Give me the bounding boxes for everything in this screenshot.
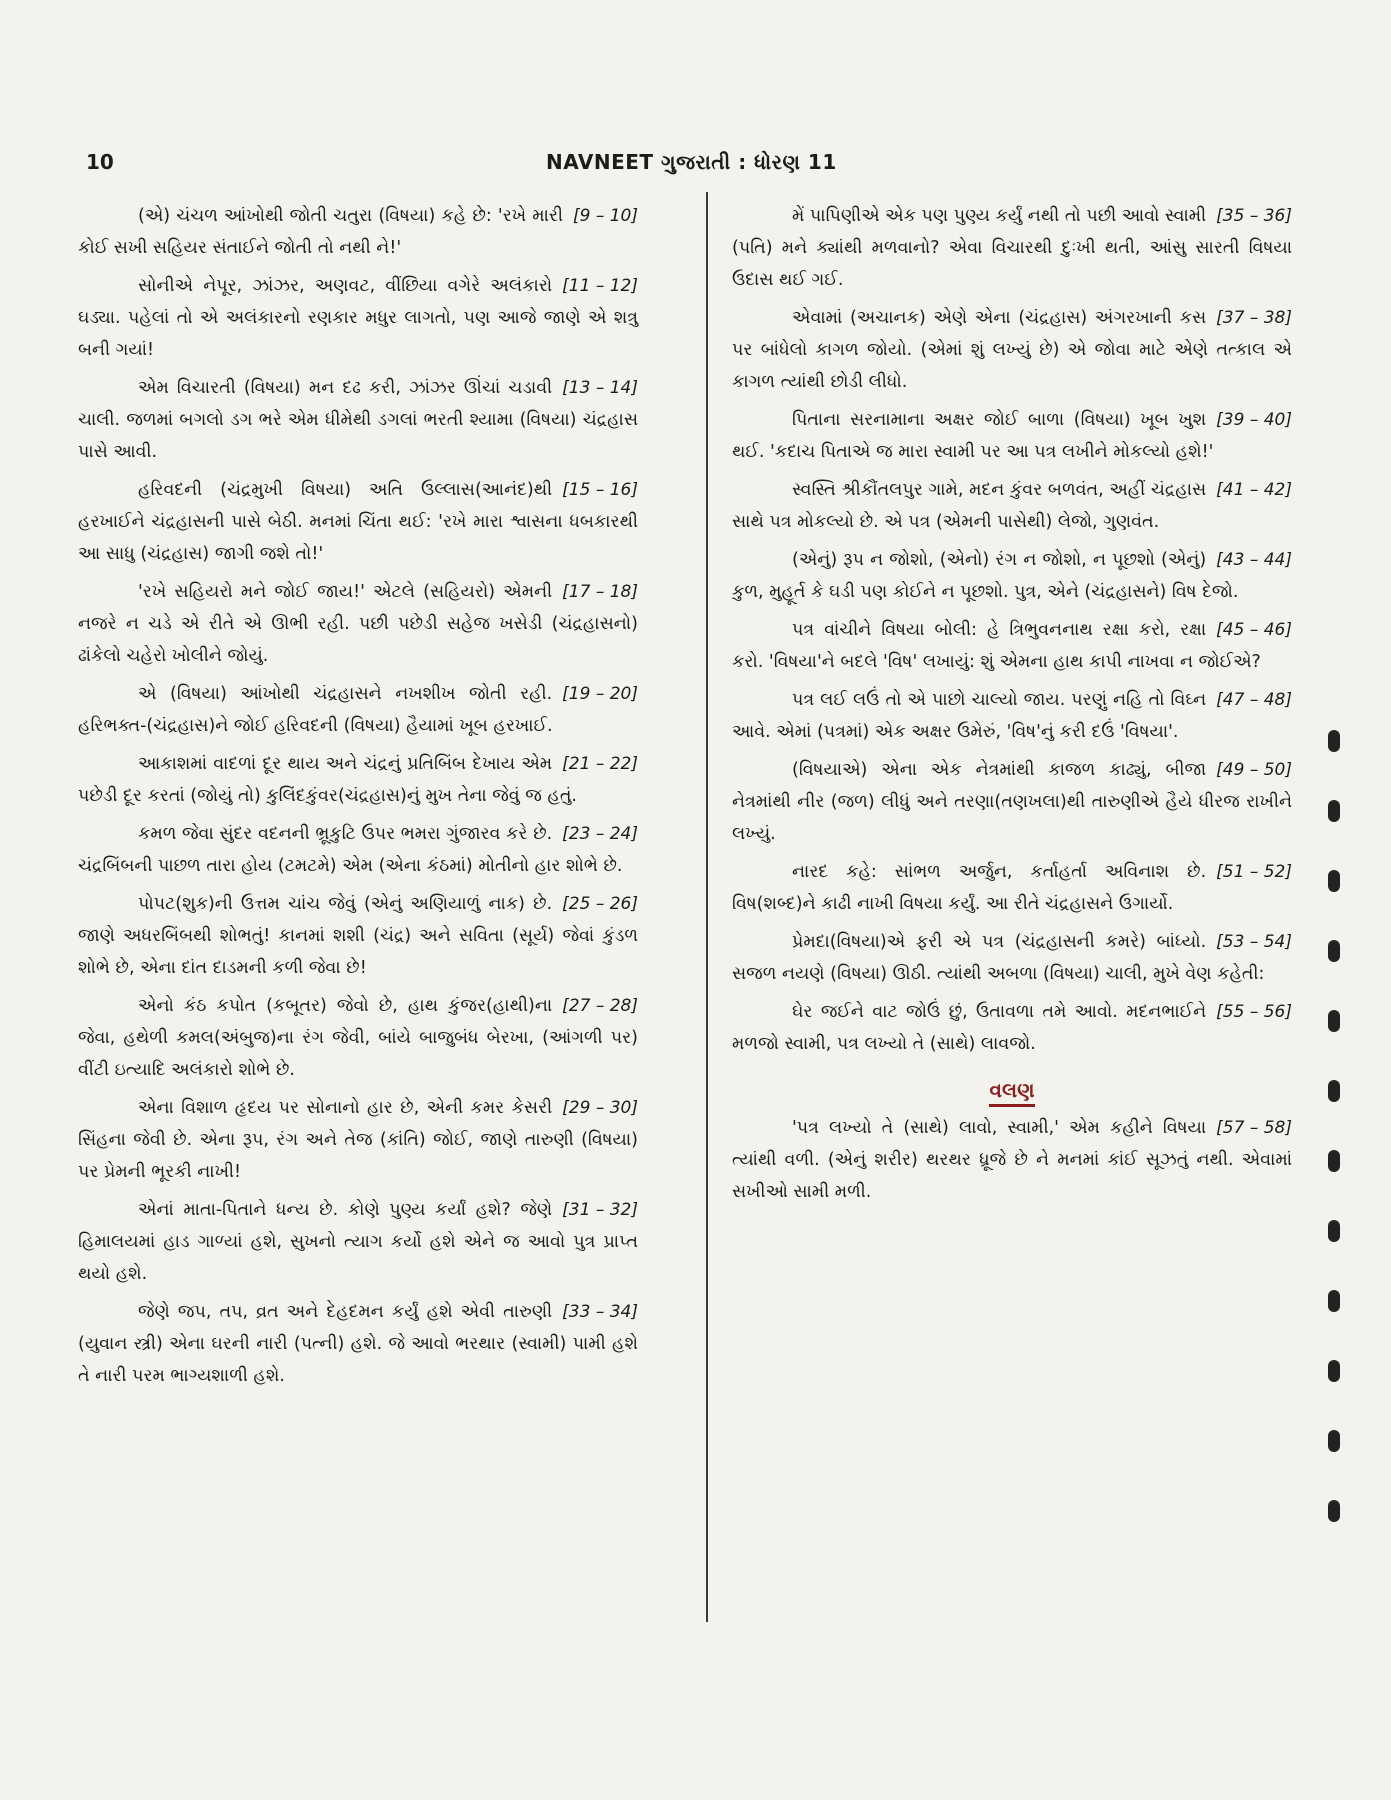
verse-text: એનો કંઠ કપોત (કબૂતર) જેવો છે, હાથ કુંજર(હાથી)ના જેવા, હથેળી કમલ(અંબુજ)ના રંગ જેવી, બાંયે બાજુબંધ બેરખા, (આંગળી પર) વીંટી ઇત્યાદિ અલંકારો શોભે છે. (78, 996, 638, 1080)
binding-hole (1328, 1430, 1340, 1452)
verse-number: [9 – 10] (572, 206, 638, 226)
verse-paragraph (732, 302, 1292, 398)
binding-hole (1328, 1500, 1340, 1522)
binding-hole (1328, 1080, 1340, 1102)
verse-paragraph (732, 614, 1292, 678)
verse-text: (એનું) રૂપ ન જોશો, (એનો) રંગ ન જોશો, ન પૂછશો (એનું) કુળ, મુહૂર્ત કે ઘડી પણ કોઈને ન પૂછશો. પુત્ર, એને (ચંદ્રહાસને) વિષ દેજો. (732, 550, 1239, 602)
verse-text: મેં પાપિણીએ એક પણ પુણ્ય કર્યું નથી તો પછી આવો સ્વામી (પતિ) મને ક્યાંથી મળવાનો? એવા વિચારથી દુઃખી થતી, આંસુ સારતી વિષયા ઉદાસ થઈ ગઈ. (732, 206, 1292, 290)
verse-text: પોપટ(શુક)ની ઉત્તમ ચાંચ જેવું (એનું અણિયાળું નાક) છે. જાણે અધરબિંબથી શોભતું! કાનમાં શશી (ચંદ્ર) અને સવિતા (સૂર્ય) જેવાં કુંડળ શોભે છે, એના દાંત દાડમની કળી જેવા છે! (78, 894, 638, 978)
verse-paragraph (78, 474, 638, 570)
binding-hole (1328, 1220, 1340, 1242)
verse-text: સ્વસ્તિ શ્રીકૌંતલપુર ગામે, મદન કુંવર બળવંત, અહીં ચંદ્રહાસ સાથે પત્ર મોકલ્યો છે. એ પત્ર (એમની પાસેથી) લેજો, ગુણવંત. (732, 480, 1207, 532)
verse-paragraph (732, 996, 1292, 1060)
column-divider (706, 192, 708, 1622)
binding-holes (1328, 730, 1348, 1570)
verse-text: પ્રેમદા(વિષયા)એ ફરી એ પત્ર (ચંદ્રહાસની કમરે) બાંધ્યો. સજળ નયણે (વિષયા) ઊઠી. ત્યાંથી અબળા (વિષયા) ચાલી, મુખે વેણ કહેતી: (732, 932, 1265, 984)
verse-number: [33 – 34] (562, 1302, 638, 1322)
verse-paragraph (78, 200, 638, 264)
binding-hole (1328, 800, 1340, 822)
verse-number: [17 – 18] (562, 582, 638, 602)
verse-paragraph (78, 748, 638, 812)
verse-text: આકાશમાં વાદળાં દૂર થાય અને ચંદ્રનું પ્રતિબિંબ દેખાય એમ પછેડી દૂર કરતાં (જોયું તો) કુલિંદકુંવર(ચંદ્રહાસ)નું મુખ તેના જેવું જ હતું. (78, 754, 577, 806)
section-heading-valan: વલણ (732, 1078, 1292, 1102)
verse-text: એનાં માતા-પિતાને ધન્ય છે. કોણે પુણ્ય કર્યાં હશે? જેણે હિમાલયમાં હાડ ગાળ્યાં હશે, સુખનો ત્યાગ કર્યો હશે એને જ આવો પુત્ર પ્રાપ્ત થયો હશે. (78, 1200, 638, 1284)
verse-paragraph (732, 926, 1292, 990)
verse-number: [11 – 12] (562, 276, 638, 296)
verse-paragraph (78, 818, 638, 882)
verse-text: પત્ર લઈ લઉં તો એ પાછો ચાલ્યો જાય. પરણું નહિ તો વિઘ્ન આવે. એમાં (પત્રમાં) એક અક્ષર ઉમેરું, 'વિષ'નું કરી દઉં 'વિષયા'. (732, 690, 1207, 742)
verse-number: [43 – 44] (1216, 550, 1292, 570)
verse-text: કમળ જેવા સુંદર વદનની ભ્રૂકુટિ ઉપર ભમરા ગુંજારવ કરે છે. ચંદ્રબિંબની પાછળ તારા હોય (ટમટમે) એમ (એના કંઠમાં) મોતીનો હાર શોભે છે. (78, 824, 623, 876)
verse-text: સોનીએ નેપૂર, ઝાંઝર, અણવટ, વીંછિયા વગેરે અલંકારો ઘડ્યા. પહેલાં તો એ અલંકારનો રણકાર મધુર લાગતો, પણ આજે જાણે એ શત્રુ બની ગયાં! (78, 276, 638, 360)
verse-text: નારદ કહે: સાંભળ અર્જુન, કર્તાહર્તા અવિનાશ છે. વિષ(શબ્દ)ને કાઢી નાખી વિષયા કર્યું. આ રીતે ચંદ્રહાસને ઉગાર્યો. (732, 862, 1207, 914)
verse-number: [45 – 46] (1216, 620, 1292, 640)
textbook-page (70, 130, 1320, 1690)
binding-hole (1328, 870, 1340, 892)
binding-hole (1328, 1010, 1340, 1032)
verse-text: ઘેર જઈને વાટ જોઉં છું, ઉતાવળા તમે આવો. મદનભાઈને મળજો સ્વામી, પત્ર લખ્યો તે (સાથે) લાવજો. (732, 1002, 1207, 1054)
verse-paragraph (732, 200, 1292, 296)
verse-text: એવામાં (અચાનક) એણે એના (ચંદ્રહાસ) અંગરખાની કસ પર બાંધેલો કાગળ જોયો. (એમાં શું લખ્યું છે) એ જોવા માટે એણે તત્કાલ એ કાગળ ત્યાંથી છોડી લીધો. (732, 308, 1292, 392)
verse-text: (વિષયાએ) એના એક નેત્રમાંથી કાજળ કાઢ્યું, બીજા નેત્રમાંથી નીર (જળ) લીધું અને તરણા(તણખલા)થી તારુણીએ હૈયે ધીરજ રાખીને લખ્યું. (732, 760, 1292, 844)
verse-text: 'પત્ર લખ્યો તે (સાથે) લાવો, સ્વામી,' એમ કહીને વિષયા ત્યાંથી વળી. (એનું શરીર) થરથર ધ્રૂજે છે ને મનમાં કાંઈ સૂઝતું નથી. એવામાં સખીઓ સામી મળી. (732, 1118, 1292, 1202)
verse-number: [15 – 16] (562, 480, 638, 500)
verse-paragraph (732, 856, 1292, 920)
verse-number: [29 – 30] (562, 1098, 638, 1118)
verse-number: [53 – 54] (1216, 932, 1292, 952)
verse-number: [55 – 56] (1216, 1002, 1292, 1022)
verse-number: [27 – 28] (562, 996, 638, 1016)
verse-number: [23 – 24] (562, 824, 638, 844)
verse-text: પત્ર વાંચીને વિષયા બોલી: હે ત્રિભુવનનાથ રક્ષા કરો, રક્ષા કરો. 'વિષયા'ને બદલે 'વિષ' લખાયું: શું એમના હાથ કાપી નાખવા ન જોઈએ? (732, 620, 1261, 672)
verse-number: [41 – 42] (1216, 480, 1292, 500)
verse-number: [13 – 14] (562, 378, 638, 398)
binding-hole (1328, 1360, 1340, 1382)
verse-paragraph (78, 270, 638, 366)
verse-paragraph (78, 678, 638, 742)
verse-number: [25 – 26] (562, 894, 638, 914)
verse-paragraph (78, 372, 638, 468)
verse-text: હરિવદની (ચંદ્રમુખી વિષયા) અતિ ઉલ્લાસ(આનંદ)થી હરખાઈને ચંદ્રહાસની પાસે બેઠી. મનમાં ચિંતા થઈ: 'રખે મારા શ્વાસના ધબકારથી આ સાધુ (ચંદ્રહાસ) જાગી જશે તો!' (78, 480, 638, 564)
valan-paragraph (732, 1112, 1292, 1208)
verse-paragraph (78, 1296, 638, 1392)
running-head: NAVNEET ગુજરાતી : ધોરણ 11 (546, 150, 837, 174)
verse-number: [49 – 50] (1216, 760, 1292, 780)
verse-number: [19 – 20] (562, 684, 638, 704)
verse-paragraph (78, 990, 638, 1086)
binding-hole (1328, 730, 1340, 752)
verse-number: [37 – 38] (1216, 308, 1292, 328)
page-header (86, 150, 1306, 190)
verse-text: એમ વિચારતી (વિષયા) મન દઢ કરી, ઝાંઝર ઊંચાં ચડાવી ચાલી. જળમાં બગલો ડગ ભરે એમ ધીમેથી ડગલાં ભરતી શ્યામા (વિષયા) ચંદ્રહાસ પાસે આવી. (78, 378, 638, 462)
verse-number: [21 – 22] (562, 754, 638, 774)
verse-paragraph (78, 1092, 638, 1188)
page-number: 10 (86, 150, 114, 174)
verse-paragraph (732, 474, 1292, 538)
verse-number: [47 – 48] (1216, 690, 1292, 710)
verse-text: જેણે જપ, તપ, વ્રત અને દેહદમન કર્યું હશે એવી તારુણી (યુવાન સ્ત્રી) એના ઘરની નારી (પત્ની) હશે. જે આવો ભરથાર (સ્વામી) પામી હશે તે નારી પરમ ભાગ્યશાળી હશે. (78, 1302, 638, 1386)
verse-text: (એ) ચંચળ આંખોથી જોતી ચતુરા (વિષયા) કહે છે: 'રખે મારી કોઈ સખી સહિયર સંતાઈને જોતી તો નથી ને!' (78, 206, 563, 258)
verse-text: પિતાના સરનામાના અક્ષર જોઈ બાળા (વિષયા) ખૂબ ખુશ થઈ. 'કદાચ પિતાએ જ મારા સ્વામી પર આ પત્ર લખીને મોકલ્યો હશે!' (732, 410, 1214, 462)
verse-paragraph (732, 544, 1292, 608)
left-column (78, 200, 638, 1398)
verse-text: એના વિશાળ હૃદય પર સોનાનો હાર છે, એની કમર કેસરી સિંહના જેવી છે. એના રૂપ, રંગ અને તેજ (કાંતિ) જોઈ, જાણે તારુણી (વિષયા) પર પ્રેમની ભૂરકી નાખી! (78, 1098, 638, 1182)
verse-number: [31 – 32] (562, 1200, 638, 1220)
verse-number: [51 – 52] (1216, 862, 1292, 882)
verse-number: [39 – 40] (1216, 410, 1292, 430)
verse-paragraph (78, 1194, 638, 1290)
verse-number: [57 – 58] (1216, 1118, 1292, 1138)
right-column (732, 200, 1292, 1214)
verse-paragraph (78, 576, 638, 672)
verse-paragraph (732, 754, 1292, 850)
verse-number: [35 – 36] (1216, 206, 1292, 226)
verse-text: 'રખે સહિયરો મને જોઈ જાય!' એટલે (સહિયરો) એમની નજરે ન ચડે એ રીતે એ ઊભી રહી. પછી પછેડી સહેજ ખસેડી (ચંદ્રહાસનો) ઢાંકેલો ચહેરો ખોલીને જોયું. (78, 582, 638, 666)
verse-paragraph (78, 888, 638, 984)
binding-hole (1328, 1150, 1340, 1172)
binding-hole (1328, 1290, 1340, 1312)
verse-paragraph (732, 404, 1292, 468)
verse-text: એ (વિષયા) આંખોથી ચંદ્રહાસને નખશીખ જોતી રહી. હરિભક્ત-(ચંદ્રહાસ)ને જોઈ હરિવદની (વિષયા) હૈયામાં ખૂબ હરખાઈ. (78, 684, 553, 736)
binding-hole (1328, 940, 1340, 962)
verse-paragraph (732, 684, 1292, 748)
